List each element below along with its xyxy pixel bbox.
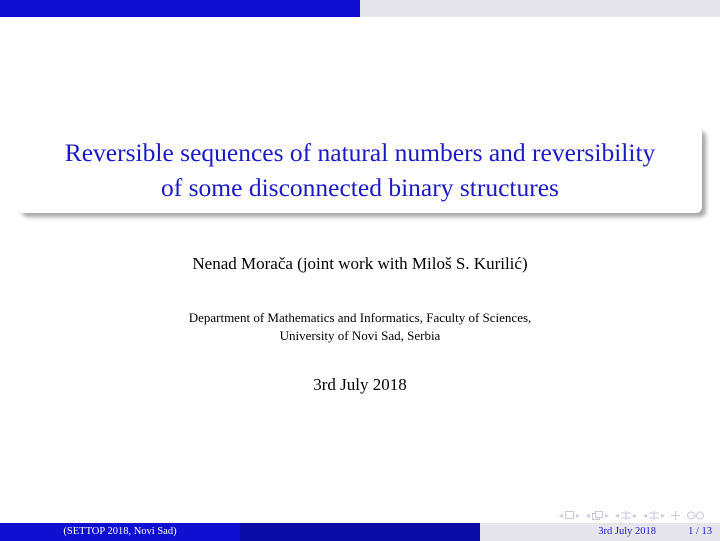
nav-search-icon[interactable] bbox=[686, 511, 706, 520]
nav-frame-icon[interactable] bbox=[565, 511, 574, 519]
nav-appendix-icon[interactable] bbox=[671, 511, 680, 520]
author: Nenad Morača (joint work with Miloš S. Kurilić) bbox=[192, 254, 528, 273]
institute-line-1: Department of Mathematics and Informatics, Faculty of Sciences, bbox=[188, 310, 532, 325]
nav-section-icon[interactable] bbox=[621, 511, 631, 520]
nav-right-arrow-icon[interactable]: ▸ bbox=[575, 510, 580, 520]
footer bbox=[0, 523, 720, 541]
footer-short-info: (SETTOP 2018, Novi Sad) bbox=[0, 523, 240, 541]
nav-subsection-icon[interactable] bbox=[592, 511, 603, 520]
presentation-date: 3rd July 2018 bbox=[313, 375, 407, 394]
nav-frame-group bbox=[559, 511, 580, 520]
institute-line-2: University of Novi Sad, Serbia bbox=[279, 328, 441, 343]
title-block bbox=[18, 127, 702, 213]
nav-doc-group bbox=[643, 511, 665, 520]
footer-date: 3rd July 2018 bbox=[598, 526, 656, 537]
nav-left-arrow-icon[interactable]: ◂ bbox=[585, 510, 590, 520]
nav-right-arrow-icon[interactable]: ▸ bbox=[632, 510, 637, 520]
title-line-1: Reversible sequences of natural numbers and reversibility bbox=[64, 138, 656, 167]
title-line-2: of some disconnected binary structures bbox=[161, 173, 559, 202]
nav-document-icon[interactable] bbox=[649, 511, 659, 520]
nav-left-arrow-icon[interactable]: ◂ bbox=[614, 510, 619, 520]
progress-bar bbox=[0, 0, 720, 17]
nav-left-arrow-icon[interactable]: ◂ bbox=[642, 510, 647, 520]
page-number: 1 / 13 bbox=[688, 526, 712, 537]
progress-bar-fill bbox=[0, 0, 360, 17]
footer-middle bbox=[240, 523, 480, 541]
footer-right bbox=[480, 523, 720, 541]
nav-right-arrow-icon[interactable]: ▸ bbox=[604, 510, 609, 520]
beamer-navigation bbox=[559, 508, 706, 522]
nav-subsection-group bbox=[586, 511, 609, 520]
nav-right-arrow-icon[interactable]: ▸ bbox=[660, 510, 665, 520]
institute bbox=[0, 309, 720, 345]
nav-left-arrow-icon[interactable]: ◂ bbox=[558, 510, 563, 520]
nav-section-group bbox=[615, 511, 637, 520]
